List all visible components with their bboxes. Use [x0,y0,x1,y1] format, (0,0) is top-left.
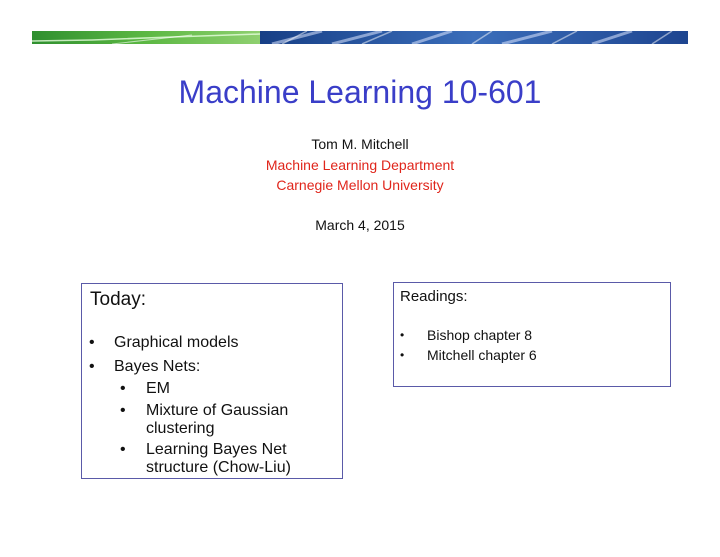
bullet-icon: • [400,328,405,342]
slide-title: Machine Learning 10-601 [178,74,542,110]
today-subitem-text: Mixture of Gaussian clustering [146,402,289,437]
today-subitem [120,441,330,477]
today-item-text: Bayes Nets: [114,358,201,375]
today-item [89,358,329,376]
bullet-icon: • [120,380,126,397]
today-subitem [120,402,330,438]
today-box [81,283,343,479]
bullet-icon: • [400,348,405,362]
today-subitem-text: EM [146,380,170,397]
reading-item [400,347,660,363]
bullet-icon: • [120,402,126,419]
bullet-icon: • [89,358,95,375]
today-subitem-text: Learning Bayes Net structure (Chow-Liu) [146,441,291,476]
banner-graphic [32,31,688,44]
reading-item-text: Mitchell chapter 6 [427,347,537,363]
today-heading: Today: [90,289,146,310]
today-subitem [120,380,330,398]
department-name: Machine Learning Department [265,157,455,173]
lecture-date: March 4, 2015 [315,217,405,233]
today-item [89,334,329,352]
university-name: Carnegie Mellon University [276,177,444,193]
readings-box [393,282,671,387]
readings-heading: Readings: [400,288,468,305]
reading-item-text: Bishop chapter 8 [427,327,533,343]
bullet-icon: • [120,441,126,458]
today-item-text: Graphical models [114,334,239,351]
bullet-icon: • [89,334,95,351]
header-banner [32,31,688,44]
reading-item [400,327,660,343]
author-name: Tom M. Mitchell [311,136,409,152]
